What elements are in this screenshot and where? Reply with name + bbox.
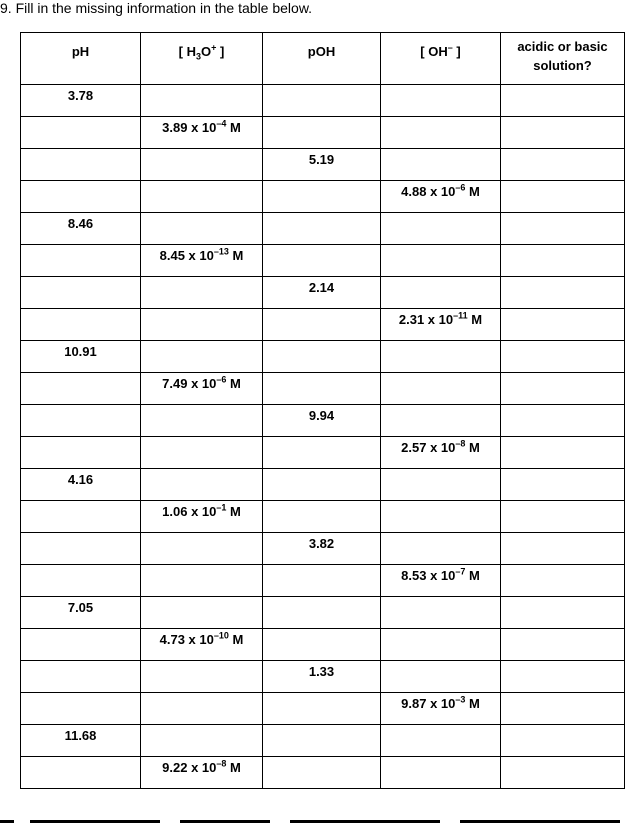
header-h3o-mid: O — [201, 44, 212, 59]
header-row — [21, 33, 625, 85]
cell-ph[interactable] — [21, 693, 141, 725]
cell-poh[interactable] — [263, 597, 381, 629]
cell-h3o[interactable] — [141, 309, 263, 341]
ph-table — [20, 32, 625, 789]
cell-acid-base[interactable] — [501, 85, 625, 117]
cell-poh[interactable] — [263, 725, 381, 757]
cell-oh[interactable] — [381, 405, 501, 437]
table-row — [21, 245, 625, 277]
table-row — [21, 373, 625, 405]
h3o-exponent: –8 — [216, 758, 227, 769]
cell-oh[interactable] — [381, 757, 501, 789]
table-row — [21, 341, 625, 373]
poh-value: 5.19 — [308, 152, 335, 167]
cell-ph[interactable] — [21, 629, 141, 661]
cell-poh[interactable] — [263, 501, 381, 533]
cell-oh[interactable] — [381, 469, 501, 501]
cell-h3o[interactable] — [141, 757, 263, 789]
cell-ph[interactable] — [21, 181, 141, 213]
header-oh — [381, 33, 501, 85]
h3o-exponent: –10 — [213, 630, 229, 641]
ph-value: 7.05 — [67, 600, 94, 615]
cell-h3o[interactable] — [141, 565, 263, 597]
poh-value: 3.82 — [308, 536, 335, 551]
cell-h3o[interactable] — [141, 341, 263, 373]
cell-h3o[interactable] — [141, 693, 263, 725]
cell-h3o[interactable] — [141, 149, 263, 181]
cell-ph[interactable] — [21, 149, 141, 181]
ph-value: 3.78 — [67, 88, 94, 103]
cell-acid-base[interactable] — [501, 469, 625, 501]
cell-h3o[interactable] — [141, 181, 263, 213]
oh-unit: M — [465, 440, 480, 455]
oh-base: 9.87 x 10 — [401, 696, 456, 711]
h3o-unit: M — [226, 120, 241, 135]
cell-ph[interactable] — [21, 437, 141, 469]
poh-value: 9.94 — [308, 408, 335, 423]
cell-poh[interactable] — [263, 213, 381, 245]
header-poh: pOH — [263, 33, 381, 85]
cell-poh[interactable] — [263, 373, 381, 405]
cell-acid-base[interactable] — [501, 309, 625, 341]
cell-ph[interactable] — [21, 597, 141, 629]
cell-h3o[interactable] — [141, 85, 263, 117]
h3o-unit: M — [228, 248, 244, 263]
oh-unit: M — [465, 696, 480, 711]
header-h3o — [141, 33, 263, 85]
cell-oh[interactable] — [381, 181, 501, 213]
h3o-exponent: –13 — [213, 246, 229, 257]
cell-acid-base[interactable] — [501, 149, 625, 181]
header-h3o-close: ] — [216, 44, 225, 59]
oh-exponent: –3 — [455, 694, 466, 705]
table-row — [21, 405, 625, 437]
cell-acid-base[interactable] — [501, 501, 625, 533]
cell-poh[interactable] — [263, 277, 381, 309]
oh-exponent: –6 — [455, 182, 466, 193]
oh-unit: M — [465, 184, 480, 199]
oh-exponent: –7 — [455, 566, 466, 577]
cell-oh[interactable] — [381, 565, 501, 597]
cell-ph[interactable] — [21, 565, 141, 597]
cell-poh[interactable] — [263, 757, 381, 789]
cell-ph[interactable] — [21, 661, 141, 693]
cell-h3o[interactable] — [141, 117, 263, 149]
h3o-unit: M — [228, 632, 244, 647]
cell-h3o[interactable] — [141, 277, 263, 309]
cell-poh[interactable] — [263, 149, 381, 181]
table-row — [21, 309, 625, 341]
table-row — [21, 661, 625, 693]
cell-ph[interactable] — [21, 373, 141, 405]
cell-ph[interactable] — [21, 757, 141, 789]
cell-oh[interactable] — [381, 213, 501, 245]
cell-h3o[interactable] — [141, 405, 263, 437]
cell-poh[interactable] — [263, 245, 381, 277]
h3o-exponent: –6 — [216, 374, 227, 385]
cell-oh[interactable] — [381, 309, 501, 341]
table-row — [21, 149, 625, 181]
cell-h3o[interactable] — [141, 245, 263, 277]
oh-exponent: –8 — [455, 438, 466, 449]
table-row — [21, 597, 625, 629]
question-text: 9. Fill in the missing information in the table below. — [0, 0, 313, 16]
cell-oh[interactable] — [381, 245, 501, 277]
cell-poh[interactable] — [263, 661, 381, 693]
cell-oh[interactable] — [381, 629, 501, 661]
table-row — [21, 277, 625, 309]
cell-poh[interactable] — [263, 341, 381, 373]
cut-off-text-line — [0, 818, 641, 825]
cell-acid-base[interactable] — [501, 341, 625, 373]
poh-value: 1.33 — [308, 664, 335, 679]
cell-poh[interactable] — [263, 117, 381, 149]
cell-acid-base[interactable] — [501, 629, 625, 661]
oh-unit: M — [467, 312, 483, 327]
table-row — [21, 437, 625, 469]
table-row — [21, 757, 625, 789]
cell-acid-base[interactable] — [501, 437, 625, 469]
table-row — [21, 85, 625, 117]
cell-acid-base[interactable] — [501, 661, 625, 693]
header-oh-open: [ OH — [420, 44, 448, 59]
cell-oh[interactable] — [381, 341, 501, 373]
header-oh-sup: – — [447, 42, 453, 53]
oh-base: 4.88 x 10 — [401, 184, 456, 199]
cell-h3o[interactable] — [141, 469, 263, 501]
cell-ph[interactable] — [21, 725, 141, 757]
cell-poh[interactable] — [263, 405, 381, 437]
cell-acid-base[interactable] — [501, 117, 625, 149]
table-row — [21, 117, 625, 149]
cell-h3o[interactable] — [141, 373, 263, 405]
h3o-unit: M — [226, 760, 241, 775]
cell-oh[interactable] — [381, 373, 501, 405]
cell-ph[interactable] — [21, 501, 141, 533]
cell-ph[interactable] — [21, 469, 141, 501]
h3o-base: 3.89 x 10 — [162, 120, 217, 135]
cell-oh[interactable] — [381, 725, 501, 757]
cell-acid-base[interactable] — [501, 597, 625, 629]
cell-h3o[interactable] — [141, 213, 263, 245]
table-row — [21, 565, 625, 597]
ph-value: 8.46 — [67, 216, 94, 231]
cell-acid-base[interactable] — [501, 565, 625, 597]
cell-poh[interactable] — [263, 85, 381, 117]
cell-acid-base[interactable] — [501, 277, 625, 309]
h3o-unit: M — [226, 376, 241, 391]
cell-poh[interactable] — [263, 693, 381, 725]
cell-h3o[interactable] — [141, 597, 263, 629]
cell-acid-base[interactable] — [501, 405, 625, 437]
cell-ph[interactable] — [21, 245, 141, 277]
ph-value: 11.68 — [64, 728, 97, 743]
table-body — [21, 85, 625, 789]
cell-oh[interactable] — [381, 149, 501, 181]
oh-unit: M — [465, 568, 480, 583]
h3o-unit: M — [226, 504, 241, 519]
poh-value: 2.14 — [308, 280, 335, 295]
h3o-base: 7.49 x 10 — [162, 376, 217, 391]
cell-h3o[interactable] — [141, 629, 263, 661]
cell-oh[interactable] — [381, 501, 501, 533]
cell-acid-base[interactable] — [501, 757, 625, 789]
table-row — [21, 469, 625, 501]
h3o-exponent: –1 — [216, 502, 227, 513]
cell-ph[interactable] — [21, 213, 141, 245]
h3o-base: 4.73 x 10 — [159, 632, 214, 647]
cell-oh[interactable] — [381, 661, 501, 693]
table-row — [21, 629, 625, 661]
cell-acid-base[interactable] — [501, 533, 625, 565]
cell-ph[interactable] — [21, 117, 141, 149]
ph-value: 10.91 — [64, 344, 97, 359]
cell-ph[interactable] — [21, 85, 141, 117]
oh-base: 2.57 x 10 — [401, 440, 456, 455]
table-row — [21, 501, 625, 533]
cell-oh[interactable] — [381, 597, 501, 629]
header-ph: pH — [21, 33, 141, 85]
header-acid-base: acidic or basic solution? — [501, 33, 625, 85]
oh-exponent: –11 — [453, 310, 468, 321]
cell-poh[interactable] — [263, 309, 381, 341]
cell-ph[interactable] — [21, 405, 141, 437]
cell-h3o[interactable] — [141, 661, 263, 693]
table-row — [21, 693, 625, 725]
cell-oh[interactable] — [381, 277, 501, 309]
cell-acid-base[interactable] — [501, 245, 625, 277]
cell-poh[interactable] — [263, 181, 381, 213]
table-row — [21, 725, 625, 757]
h3o-base: 8.45 x 10 — [159, 248, 214, 263]
cell-oh[interactable] — [381, 533, 501, 565]
h3o-base: 9.22 x 10 — [162, 760, 217, 775]
table-row — [21, 533, 625, 565]
cell-h3o[interactable] — [141, 437, 263, 469]
cell-poh[interactable] — [263, 565, 381, 597]
cell-poh[interactable] — [263, 437, 381, 469]
table-row — [21, 213, 625, 245]
cell-h3o[interactable] — [141, 501, 263, 533]
cell-acid-base[interactable] — [501, 693, 625, 725]
cell-ph[interactable] — [21, 341, 141, 373]
cell-ph[interactable] — [21, 533, 141, 565]
header-h3o-open: [ H — [178, 44, 196, 59]
cell-acid-base[interactable] — [501, 181, 625, 213]
header-h3o-sub: 3 — [195, 51, 201, 62]
cell-poh[interactable] — [263, 629, 381, 661]
cell-poh[interactable] — [263, 533, 381, 565]
ph-value: 4.16 — [67, 472, 94, 487]
cell-poh[interactable] — [263, 469, 381, 501]
table-row — [21, 181, 625, 213]
cell-h3o[interactable] — [141, 725, 263, 757]
cell-acid-base[interactable] — [501, 213, 625, 245]
h3o-base: 1.06 x 10 — [162, 504, 217, 519]
cell-ph[interactable] — [21, 309, 141, 341]
cell-ph[interactable] — [21, 277, 141, 309]
oh-base: 2.31 x 10 — [398, 312, 454, 327]
header-h3o-sup: + — [211, 42, 217, 53]
cell-oh[interactable] — [381, 693, 501, 725]
oh-base: 8.53 x 10 — [401, 568, 456, 583]
h3o-exponent: –4 — [216, 118, 227, 129]
cell-acid-base[interactable] — [501, 725, 625, 757]
cell-acid-base[interactable] — [501, 373, 625, 405]
cell-oh[interactable] — [381, 437, 501, 469]
header-oh-close: ] — [452, 44, 461, 59]
cell-oh[interactable] — [381, 85, 501, 117]
cell-oh[interactable] — [381, 117, 501, 149]
cell-h3o[interactable] — [141, 533, 263, 565]
